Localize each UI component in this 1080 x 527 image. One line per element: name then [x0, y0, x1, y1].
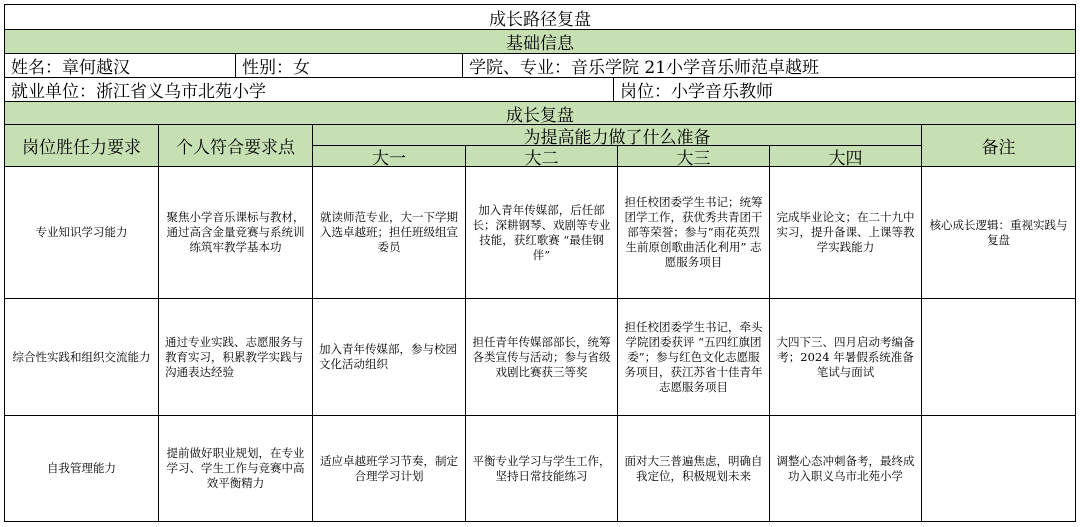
table-row-1-year-1: 就读师范专业，大一下学期入选卓越班；担任班级组宣委员: [312, 166, 466, 299]
header-year-2: 大二: [465, 145, 618, 167]
header-remarks: 备注: [921, 124, 1076, 167]
header-competency: 岗位胜任力要求: [4, 124, 159, 167]
table-row-2-remarks: [921, 298, 1076, 416]
table-row-2-year-1: 加入青年传媒部，参与校园文化活动组织: [312, 298, 466, 416]
table-row-1-year-2: 加入青年传媒部，后任部长；深耕钢琴、戏剧等专业技能，获红歌赛 “最佳钢伴”: [465, 166, 618, 299]
table-row-1-personal: 聚焦小学音乐课标与教材，通过高含金量竞赛与系统训练筑牢教学基本功: [158, 166, 313, 299]
employer-cell: 就业单位：浙江省义乌市北苑小学: [4, 77, 614, 102]
basic-info-header: 基础信息: [4, 29, 1076, 54]
header-personal: 个人符合要求点: [158, 124, 313, 167]
header-year-1: 大一: [312, 145, 466, 167]
table-row-1-remarks: 核心成长逻辑：重视实践与复盘: [921, 166, 1076, 299]
table-row-2-year-2: 担任青年传媒部部长，统筹各类宣传与活动；参与省级戏剧比赛获三等奖: [465, 298, 618, 416]
table-row-3-competency: 自我管理能力: [4, 415, 159, 522]
table-row-3-personal: 提前做好职业规划，在专业学习、学生工作与竞赛中高效平衡精力: [158, 415, 313, 522]
name-cell: 姓名：章何越汉: [4, 53, 236, 78]
review-table: [4, 4, 1076, 522]
table-title: 成长路径复盘: [4, 4, 1076, 30]
table-row-3-year-4: 调整心态冲刺备考，最终成功入职义乌市北苑小学: [769, 415, 922, 522]
position-cell: 岗位：小学音乐教师: [613, 77, 1076, 102]
growth-review-header: 成长复盘: [4, 101, 1076, 125]
gender-cell: 性别：女: [235, 53, 463, 78]
table-row-3-remarks: [921, 415, 1076, 522]
table-row-3-year-2: 平衡专业学习与学生工作，坚持日常技能练习: [465, 415, 618, 522]
table-row-2-competency: 综合性实践和组织交流能力: [4, 298, 159, 416]
table-row-3-year-1: 适应卓越班学习节奏，制定合理学习计划: [312, 415, 466, 522]
table-row-3-year-3: 面对大三普遍焦虑，明确自我定位，积极规划未来: [617, 415, 770, 522]
table-row-1-competency: 专业知识学习能力: [4, 166, 159, 299]
college-cell: 学院、专业：音乐学院 21小学音乐师范卓越班: [462, 53, 1076, 78]
header-year-3: 大三: [617, 145, 770, 167]
header-preparation: 为提高能力做了什么准备: [312, 124, 922, 146]
table-row-2-year-3: 担任校团委学生书记，牵头学院团委获评 “五四红旗团委”；参与红色文化志愿服务项目，获江苏省十佳青年志愿服务项目: [617, 298, 770, 416]
table-row-1-year-3: 担任校团委学生书记；统筹团学工作，获优秀共青团干部等荣誉；参与“雨花英烈生前原创歌曲活化利用” 志愿服务项目: [617, 166, 770, 299]
header-year-4: 大四: [769, 145, 922, 167]
table-row-2-year-4: 大四下三、四月启动考编备考；2024 年暑假系统准备笔试与面试: [769, 298, 922, 416]
table-row-2-personal: 通过专业实践、志愿服务与教育实习，积累教学实践与沟通表达经验: [158, 298, 313, 416]
table-row-1-year-4: 完成毕业论文；在二十九中实习，提升备课、上课等教学实践能力: [769, 166, 922, 299]
